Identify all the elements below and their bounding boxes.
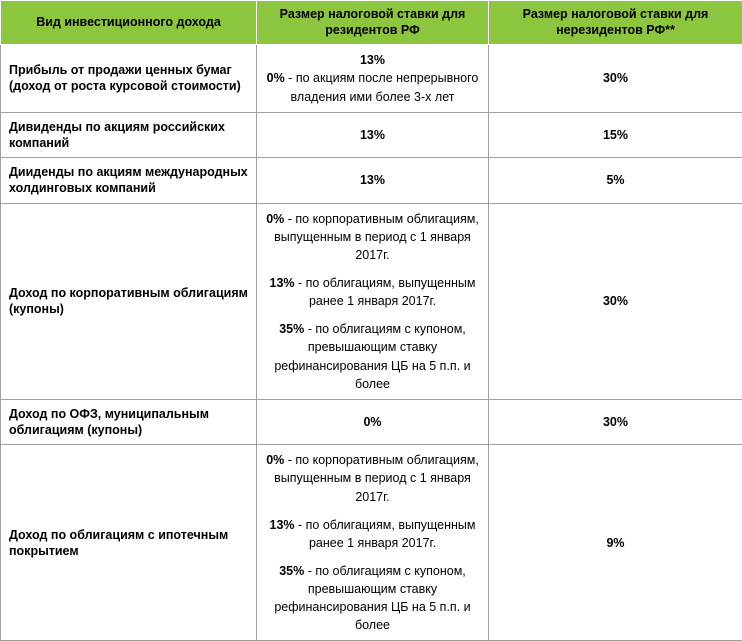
rate-value: 13%: [270, 518, 295, 532]
column-header-resident-rate: Размер налоговой ставки для резидентов РФ: [257, 1, 489, 45]
income-type-cell: Доход по облигациям с ипотечным покрытием: [1, 445, 257, 641]
table-header: [1, 1, 742, 45]
income-type-cell: Дииденды по акциям международных холдинговых компаний: [1, 158, 257, 204]
rate-value: 13%: [360, 128, 385, 142]
rate-note: - по корпоративным облигациям, выпущенным в период с 1 января 2017г.: [274, 453, 479, 503]
table-row: [1, 158, 742, 204]
table-row: [1, 399, 742, 445]
income-type-cell: Доход по корпоративным облигациям (купоны): [1, 203, 257, 399]
table-row: [1, 112, 742, 158]
nonresident-rate-cell: [489, 158, 742, 204]
table-body: [1, 45, 742, 641]
rate-note: - по облигациям, выпущенным ранее 1 января 2017г.: [295, 518, 476, 550]
rate-note: - по акциям после непрерывного владения ими более 3-х лет: [285, 71, 479, 103]
income-type-cell: Доход по ОФЗ, муниципальным облигациям (купоны): [1, 399, 257, 445]
nonresident-rate-cell: [489, 399, 742, 445]
rate-value: 5%: [606, 173, 624, 187]
income-type-cell: Дивиденды по акциям российских компаний: [1, 112, 257, 158]
rate-value: 13%: [270, 276, 295, 290]
rate-value: 13%: [360, 53, 385, 67]
rate-line: [265, 451, 480, 505]
rate-value: 0%: [266, 212, 284, 226]
rate-value: 35%: [279, 322, 304, 336]
rate-line: [265, 274, 480, 310]
rate-line: [265, 51, 480, 69]
nonresident-rate-cell: [489, 203, 742, 399]
rate-line: [265, 320, 480, 393]
column-header-nonresident-rate: Размер налоговой ставки для нерезидентов РФ**: [489, 1, 742, 45]
rate-value: 30%: [603, 415, 628, 429]
column-header-income-type: Вид инвестиционного дохода: [1, 1, 257, 45]
resident-rate-cell: [257, 203, 489, 399]
table-row: [1, 45, 742, 112]
resident-rate-cell: [257, 445, 489, 641]
resident-rate-cell: [257, 399, 489, 445]
rate-note: - по корпоративным облигациям, выпущенным в период с 1 января 2017г.: [274, 212, 479, 262]
rate-value: 0%: [266, 453, 284, 467]
table-header-row: [1, 1, 742, 45]
income-type-cell: Прибыль от продажи ценных бумаг (доход от роста курсовой стоимости): [1, 45, 257, 112]
rate-value: 0%: [363, 415, 381, 429]
nonresident-rate-cell: [489, 445, 742, 641]
rate-value: 9%: [606, 536, 624, 550]
rate-line: [265, 69, 480, 105]
rate-value: 15%: [603, 128, 628, 142]
resident-rate-cell: [257, 112, 489, 158]
rate-value: 30%: [603, 71, 628, 85]
rate-value: 0%: [267, 71, 285, 85]
rate-value: 30%: [603, 294, 628, 308]
rate-note: - по облигациям, выпущенным ранее 1 января 2017г.: [295, 276, 476, 308]
nonresident-rate-cell: [489, 112, 742, 158]
rate-note: - по облигациям с купоном, превышающим ставку рефинансирования ЦБ на 5 п.п. и более: [274, 564, 470, 632]
rate-value: 13%: [360, 173, 385, 187]
rate-value: 35%: [279, 564, 304, 578]
rate-note: - по облигациям с купоном, превышающим ставку рефинансирования ЦБ на 5 п.п. и более: [274, 322, 470, 390]
rate-line: [265, 210, 480, 264]
table-row: [1, 203, 742, 399]
resident-rate-cell: [257, 158, 489, 204]
rate-line: [265, 562, 480, 635]
nonresident-rate-cell: [489, 45, 742, 112]
table-row: [1, 445, 742, 641]
rate-line: [265, 516, 480, 552]
resident-rate-cell: [257, 45, 489, 112]
